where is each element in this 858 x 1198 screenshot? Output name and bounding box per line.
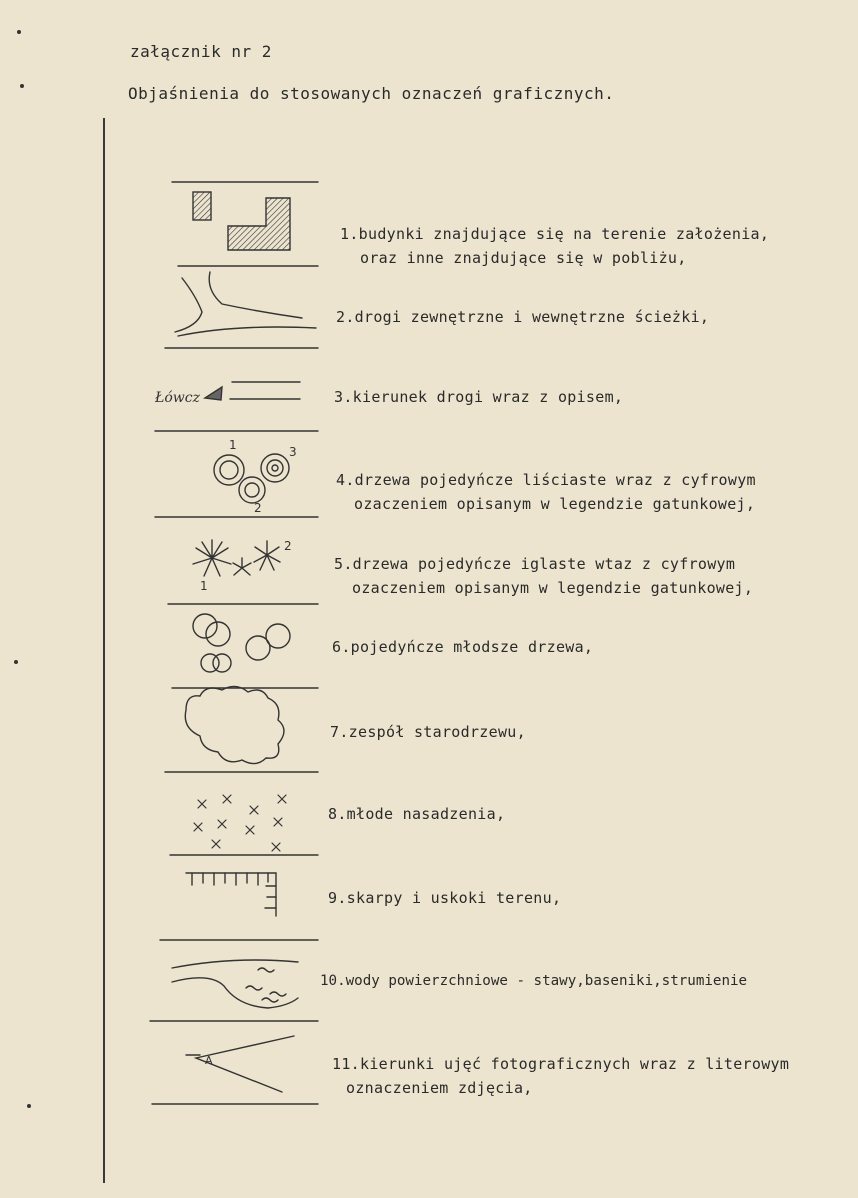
- building-symbol: [193, 192, 290, 250]
- paper-speck: [14, 660, 18, 664]
- deciduous-tree-symbol: [214, 454, 289, 503]
- young-tree-symbol: [193, 614, 290, 672]
- attachment-label: załącznik nr 2: [130, 42, 272, 61]
- photo-direction-symbol: [186, 1036, 294, 1092]
- legend-item-1-line-1: 1.budynki znajdujące się na terenie założenia,: [340, 225, 770, 243]
- legend-item-5: [334, 552, 753, 600]
- legend-item-2-line-1: 2.drogi zewnętrzne i wewnętrzne ścieżki,: [336, 308, 710, 326]
- legend-item-9: [328, 886, 561, 910]
- legend-item-4-line-1: 4.drzewa pojedyńcze liściaste wraz z cyfrowym: [336, 471, 756, 489]
- legend-item-10: [320, 969, 747, 993]
- plantings-symbol: [194, 795, 286, 851]
- legend-item-9-line-1: 9.skarpy i uskoki terenu,: [328, 889, 562, 907]
- paper-speck: [27, 1104, 31, 1108]
- slope-symbol: [186, 873, 276, 916]
- water-symbol: [172, 960, 298, 1008]
- legend-item-4-line-2: ozaczeniem opisanym w legendzie gatunkowej,: [354, 495, 756, 513]
- legend-item-1-line-2: oraz inne znajdujące się w pobliżu,: [360, 249, 687, 267]
- legend-item-5-line-1: 5.drzewa pojedyńcze iglaste wtaz z cyfrowym: [334, 555, 736, 573]
- old-trees-symbol: [185, 686, 284, 763]
- conifer-number-2: 2: [284, 539, 292, 553]
- legend-item-7-line-1: 7.zespół starodrzewu,: [330, 723, 526, 741]
- paper-speck: [17, 30, 21, 34]
- legend-item-11-line-1: 11.kierunki ujęć fotograficznych wraz z literowym: [332, 1055, 790, 1073]
- legend-item-5-line-2: ozaczeniem opisanym w legendzie gatunkowej,: [352, 579, 754, 597]
- legend-item-11-line-2: oznaczeniem zdjęcia,: [346, 1079, 533, 1097]
- tree-number-2: 2: [254, 501, 262, 515]
- page-title: Objaśnienia do stosowanych oznaczeń graficznych.: [128, 84, 615, 103]
- photo-letter: A: [205, 1054, 213, 1067]
- legend-item-3-line-1: 3.kierunek drogi wraz z opisem,: [334, 388, 624, 406]
- legend-item-8: [328, 802, 505, 826]
- conifer-tree-symbol: [193, 540, 280, 576]
- legend-item-7: [330, 720, 526, 744]
- direction-label: Łówcz: [155, 390, 200, 406]
- legend-item-6-line-1: 6.pojedyńcze młodsze drzewa,: [332, 638, 594, 656]
- legend-item-1: [340, 222, 769, 270]
- legend-item-3: [334, 385, 623, 409]
- legend-item-10-line-1: 10.wody powierzchniowe - stawy,baseniki,strumienie: [320, 973, 748, 989]
- paper-speck: [20, 84, 24, 88]
- conifer-number-1: 1: [200, 579, 208, 593]
- legend-item-8-line-1: 8.młode nasadzenia,: [328, 805, 506, 823]
- road-symbol: [175, 272, 316, 336]
- tree-number-1: 1: [229, 438, 237, 452]
- tree-number-3: 3: [289, 445, 297, 459]
- legend-item-2: [336, 305, 709, 329]
- legend-item-11: [332, 1052, 789, 1100]
- legend-item-4: [336, 468, 756, 516]
- legend-item-6: [332, 635, 593, 659]
- road-direction-symbol: [205, 382, 300, 400]
